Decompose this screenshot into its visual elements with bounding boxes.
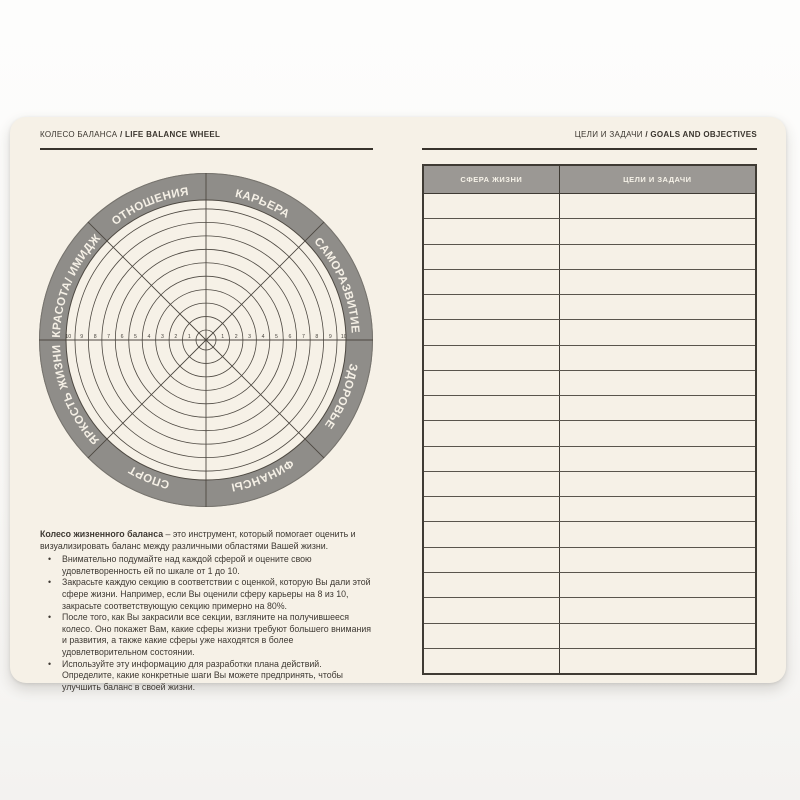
column-header-life-sphere: СФЕРА ЖИЗНИ [424, 166, 560, 193]
right-header-en: GOALS AND OBJECTIVES [650, 130, 757, 139]
goals-table-row [424, 194, 755, 219]
wheel-segment-label: СПОРТ [126, 462, 171, 491]
wheel-scale-number: 10 [340, 333, 347, 340]
life-sphere-cell [424, 421, 560, 445]
wheel-scale-number: 4 [147, 333, 151, 340]
wheel-scale-number: 10 [65, 333, 72, 340]
wheel-scale-number: 5 [134, 333, 137, 340]
goals-cell [560, 472, 755, 496]
wheel-scale-number: 1 [187, 333, 191, 340]
wheel-segment-divider [88, 222, 206, 340]
goals-cell [560, 320, 755, 344]
goals-cell [560, 624, 755, 648]
goals-table-row [424, 270, 755, 295]
wheel-scale-number: 9 [80, 333, 84, 340]
goals-table-row [424, 421, 755, 446]
instructions-intro [40, 529, 376, 552]
header-divider: / [119, 130, 123, 139]
life-sphere-cell [424, 371, 560, 395]
wheel-scale-number: 6 [120, 333, 124, 340]
instruction-bullet: • Внимательно подумайте над каждой сферой и оцените свою удовлетворенность ей по шкале от 1 до 10. [40, 554, 376, 577]
wheel-segment-label: САМОРАЗВИТИЕ [311, 235, 361, 334]
goals-table-header-row [424, 166, 755, 194]
goals-table-row [424, 295, 755, 320]
goals-cell [560, 447, 755, 471]
life-sphere-cell [424, 447, 560, 471]
goals-cell [560, 522, 755, 546]
life-sphere-cell [424, 522, 560, 546]
wheel-segment-label: ОТНОШЕНИЯ [109, 185, 190, 228]
life-sphere-cell [424, 649, 560, 673]
life-sphere-cell [424, 624, 560, 648]
goals-cell [560, 598, 755, 622]
goals-cell [560, 270, 755, 294]
goals-table-row [424, 497, 755, 522]
wheel-segment-label: КРАСОТА/ ИМИДЖ [50, 232, 104, 338]
wheel-scale-number: 7 [107, 333, 111, 340]
goals-cell [560, 245, 755, 269]
wheel-segment-divider [206, 222, 324, 340]
wheel-scale-number: 2 [234, 333, 238, 340]
life-sphere-cell [424, 219, 560, 243]
goals-cell [560, 194, 755, 218]
goals-table-row [424, 522, 755, 547]
goals-table-row [424, 346, 755, 371]
goals-table-row [424, 396, 755, 421]
wheel-scale-number: 4 [261, 333, 265, 340]
goals-table-row [424, 573, 755, 598]
wheel-scale-number: 3 [160, 333, 164, 340]
goals-cell [560, 573, 755, 597]
header-divider: / [645, 130, 648, 139]
right-page-header [422, 130, 757, 150]
wheel-segment-divider [88, 340, 206, 458]
wheel-scale-number: 8 [315, 333, 319, 340]
instructions-bullet-list [40, 554, 376, 693]
goals-table-row [424, 447, 755, 472]
goals-cell [560, 421, 755, 445]
wheel-scale-number: 6 [288, 333, 292, 340]
goals-table-row [424, 598, 755, 623]
life-sphere-cell [424, 472, 560, 496]
goals-cell [560, 497, 755, 521]
life-sphere-cell [424, 270, 560, 294]
wheel-segment-label: КАРЬЕРА [234, 188, 292, 221]
life-sphere-cell [424, 295, 560, 319]
goals-cell [560, 548, 755, 572]
wheel-segment-label: ЯРКОСТЬ ЖИЗНИ [50, 344, 102, 447]
goals-table-row [424, 320, 755, 345]
wheel-scale-number: 3 [248, 333, 252, 340]
instructions-intro-text: – это инструмент, который помогает оценить и визуализировать баланс между различными областями Вашей жизни. [40, 529, 356, 551]
wheel-segment-label: ФИНАНСЫ [229, 456, 296, 493]
wheel-instructions [40, 529, 376, 693]
life-sphere-cell [424, 346, 560, 370]
wheel-scale-number: 2 [174, 333, 178, 340]
column-header-goals: ЦЕЛИ И ЗАДАЧИ [623, 175, 692, 184]
right-header-ru: ЦЕЛИ И ЗАДАЧИ [574, 130, 643, 139]
wheel-segment-divider [206, 340, 324, 458]
left-page-header [40, 130, 373, 150]
goals-cell [560, 346, 755, 370]
life-sphere-cell [424, 320, 560, 344]
life-sphere-cell [424, 396, 560, 420]
instructions-intro-title: Колесо жизненного баланса [40, 529, 164, 539]
goals-table-row [424, 219, 755, 244]
instruction-bullet: • Используйте эту информацию для разработки плана действий. Определите, какие конкретные шаги Вы можете предпринять, чтобы улучшить баланс в своей жизни. [40, 659, 376, 694]
life-balance-wheel-diagram [36, 170, 376, 510]
life-sphere-cell [424, 194, 560, 218]
life-sphere-cell [424, 573, 560, 597]
wheel-scale-number: 5 [275, 333, 278, 340]
left-header-ru: КОЛЕСО БАЛАНСА [40, 130, 118, 139]
wheel-scale-number: 1 [221, 333, 225, 340]
left-header-en: LIFE BALANCE WHEEL [125, 130, 221, 139]
instruction-bullet: • После того, как Вы закрасили все секции, взгляните на получившееся колесо. Оно покажет Вам, какие сферы жизни требуют большего внимания и развития, а также какие сферы уже находятся в более удовлетворительном состоянии. [40, 612, 376, 658]
goals-cell [560, 295, 755, 319]
goals-cell [560, 396, 755, 420]
life-sphere-cell [424, 497, 560, 521]
goals-table-row [424, 649, 755, 673]
goals-cell [560, 649, 755, 673]
wheel-scale-number: 8 [93, 333, 97, 340]
goals-cell [560, 371, 755, 395]
life-sphere-cell [424, 548, 560, 572]
goals-cell [560, 219, 755, 243]
goals-table-row [424, 371, 755, 396]
goals-table-row [424, 245, 755, 270]
goals-table-row [424, 472, 755, 497]
wheel-segment-label: ЗДОРОВЬЕ [321, 362, 360, 431]
goals-table [422, 164, 757, 675]
life-sphere-cell [424, 598, 560, 622]
instruction-bullet: • Закрасьте каждую секцию в соответствии с оценкой, которую Вы дали этой сфере жизни. Например, если Вы оценили сферу карьеры на 8 из 10, закрасьте соответствующую секцию примерно на 80%. [40, 577, 376, 612]
wheel-scale-number: 9 [328, 333, 332, 340]
wheel-scale-number: 7 [301, 333, 305, 340]
planner-spread [10, 117, 786, 692]
goals-table-row [424, 548, 755, 573]
life-sphere-cell [424, 245, 560, 269]
goals-table-row [424, 624, 755, 649]
